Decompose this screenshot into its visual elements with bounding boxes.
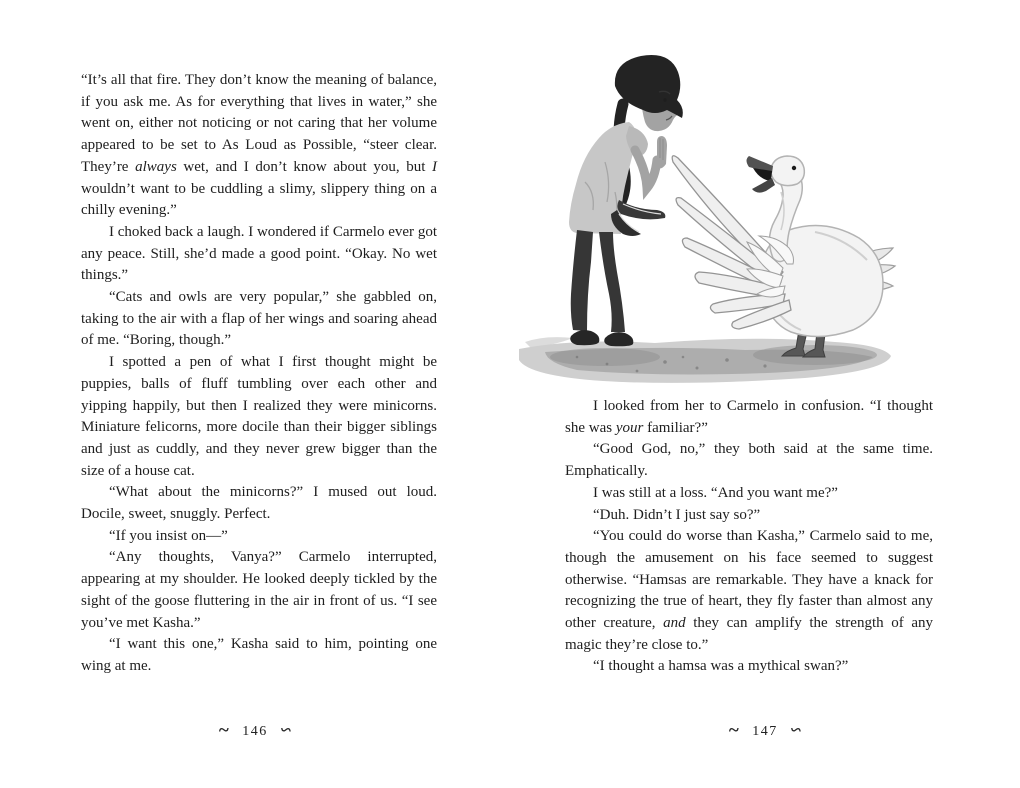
page-right-folio — [510, 719, 1020, 741]
paragraph: “I want this one,” Kasha said to him, pointing one wing at me. — [81, 636, 437, 674]
girl-shirt — [569, 122, 636, 234]
paragraph: I choked back a laugh. I wondered if Carmelo ever got any peace. Still, she’d made a good point. “Okay. No wet things.” — [81, 223, 437, 284]
paragraph: I looked from her to Carmelo in confusion. “I thought she was your familiar?” — [565, 398, 933, 436]
paragraph: I was still at a loss. “And you want me?” — [593, 484, 838, 501]
girl-ribbon — [617, 200, 665, 219]
paragraph: “What about the minicorns?” I mused out loud. Docile, sweet, snuggly. Perfect. — [81, 484, 437, 523]
paragraph: “Any thoughts, Vanya?” Carmelo interrupted, appearing at my shoulder. He looked deeply tickled by the sight of the goose fluttering in the air in front of us. “I see you’ve met Kasha.” — [81, 549, 437, 631]
paragraph: “I thought a hamsa was a mythical swan?” — [593, 658, 849, 675]
folio-swash-icon: ~ — [281, 720, 292, 741]
girl-arm — [635, 150, 657, 188]
paragraph: “If you insist on—” — [109, 527, 228, 544]
girl-front-leg — [599, 232, 625, 332]
girl-figure — [569, 55, 683, 346]
page-number-right: 147 — [752, 724, 778, 739]
folio-swash-icon: ~ — [728, 720, 739, 741]
girl-back-leg — [571, 230, 593, 331]
paragraph: “Duh. Didn’t I just say so?” — [593, 506, 761, 523]
folio-swash-icon: ~ — [791, 720, 802, 741]
girl-shoe — [570, 330, 599, 345]
girl-eye — [663, 98, 666, 101]
page-left-text — [81, 70, 437, 678]
girl-hand — [657, 136, 667, 169]
goose-eye — [792, 166, 796, 170]
paragraph: “You could do worse than Kasha,” Carmelo said to me, though the amusement on his face seemed to suggest otherwise. “Hamsas are remarkable. They have a knack for recognizing the true of heart, they fly faster than almost any other creature, and they can amplify the strength of any magic they’re close to.” — [565, 528, 933, 653]
paragraph: “It’s all that fire. They don’t know the meaning of balance, if you ask me. As for everything that lives in water,” she went on, either not noticing or not caring that her volume appeared to be set to As Loud as Possible, “steer clear. They’re always wet, and I don’t know about you, but I wouldn’t want to be cuddling a slimy, slippery thing on a chilly evening.” — [81, 72, 438, 219]
girl-and-goose-illustration — [515, 42, 905, 387]
folio-swash-icon: ~ — [218, 720, 229, 741]
goose-figure — [672, 156, 895, 357]
goose-head — [771, 156, 805, 186]
page-number-left: 146 — [242, 724, 268, 739]
page-right-text — [565, 396, 933, 678]
goose-beak-lower — [752, 178, 775, 193]
page-left-folio — [0, 719, 510, 741]
paragraph: I spotted a pen of what I first thought might be puppies, balls of fluff tumbling over each other and yipping happily, but then I realized they were minicorns. Miniature felicorns, more docile than their bigger siblings and just as cuddly, and they never grew bigger than the size of a house cat. — [81, 354, 437, 479]
page-right — [510, 0, 1020, 788]
paragraph: “Cats and owls are very popular,” she gabbled on, taking to the air with a flap of her wings and soaring ahead of me. “Boring, though.” — [81, 289, 437, 349]
paragraph: “Good God, no,” they both said at the same time. Emphatically. — [565, 441, 933, 480]
girl-shoe — [604, 332, 633, 346]
